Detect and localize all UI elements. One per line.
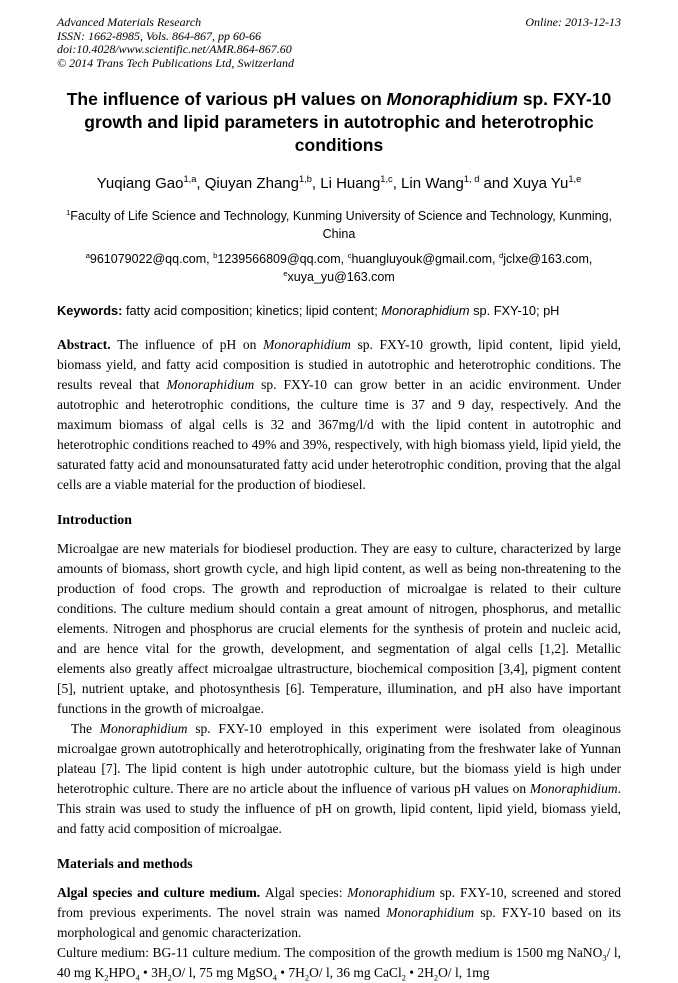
section-heading-materials-and-methods: Materials and methods	[57, 856, 193, 871]
abstract-paragraph: Abstract. The influence of pH on Monoraphidium sp. FXY-10 growth, lipid content, lipid yield, biomass yield, and fatty acid composition is studied in autotrophic and heterotrophic conditions. The results reveal that Monoraphidium sp. FXY-10 can grow better in an acidic environment. Under autotrophic and heterotrophic conditions, the culture time is 37 and 9 day, respectively. And the maximum biomass of algal cells is 32 and 367mg/l/d with the lipid content in autotrophic and heterotrophic conditions reached to 49% and 39%, respectively, with high biomass yield, lipid yield, the saturated fatty acid and monounsaturated fatty acid under heterotrophic condition, proving that the algal cells are a viable material for the production of biodiesel.	[57, 337, 621, 492]
methods-paragraph-culture-medium: Culture medium: BG-11 culture medium. The composition of the growth medium is 1500 mg NaNO$_3$/ l, 40 mg $K_2HPO_4$ • $3H_2O/$ l, 75 mg MgSO$_4$ • $7H_2O/$ l, 36 mg CaCl$_2$ • $2H_2O/$ l, 1mg	[57, 945, 621, 983]
section-heading-introduction: Introduction	[57, 512, 132, 527]
journal-name: Advanced Materials Research	[57, 15, 202, 29]
affiliation-line: $^1$Faculty of Life Science and Technology, Kunming University of Science and Technology, Kunming, China	[65, 207, 613, 241]
journal-header	[57, 16, 621, 70]
author-emails: $^a$961079022@qq.com, $^b$1239566809@qq.com, $^c$huangluyouk@gmail.com, $^d$jclxe@163.com, $^e$xuya_yu@163.com	[85, 250, 593, 284]
copyright-line: © 2014 Trans Tech Publications Ltd, Switzerland	[57, 55, 295, 70]
introduction-paragraph-2: The Monoraphidium sp. FXY-10 employed in this experiment were isolated from oleaginous microalgae grown autotrophically and heterotrophically, originating from the freshwater lake of Yunnan plateau [7]. The lipid content is high under autotrophic culture, but the biomass yield is high under heterotrophic culture. There are no article about the influence of various pH values on Monoraphidium. This strain was used to study the influence of pH on growth, lipid content, lipid yield, biomass yield, and fatty acid composition of microalgae.	[57, 721, 621, 836]
keywords-line: Keywords: fatty acid composition; kinetics; lipid content; Monoraphidium sp. FXY-10; pH	[57, 303, 560, 318]
methods-paragraph-algal-species: Algal species and culture medium. Algal species: Monoraphidium sp. FXY-10, screened and stored from previous experiments. The novel strain was named Monoraphidium sp. FXY-10 based on its morphological and genomic characterization.	[57, 885, 621, 940]
doi-line: doi:10.4028/www.scientific.net/AMR.864-867.60	[57, 42, 292, 56]
issn-volume-line: ISSN: 1662-8985, Vols. 864-867, pp 60-66	[57, 28, 261, 43]
authors-line: Yuqiang Gao$^{1,a}$, Qiuyan Zhang$^{1,b}$, Li Huang$^{1,c}$, Lin Wang$^{1, d}$ and Xuya Yu$^{1,e}$	[96, 174, 582, 192]
introduction-paragraph-1: Microalgae are new materials for biodiesel production. They are easy to culture, characterized by large amounts of biomass, short growth cycle, and high lipid content, as well as being non-threatening to the production of food crops. The growth and reproduction of microalgae is related to their culture conditions. The culture medium should contain a great amount of nitrogen, phosphorus, and metallic elements. Nitrogen and phosphorus are crucial elements for the synthesis of protein and nucleic acid, and are hence vital for the growth, development, and segmentation of algal cells [1,2]. Metallic elements also greatly affect microalgae ultrastructure, biochemical composition [3,4], pigment content [5], nutrient uptake, and photosynthesis [6]. Temperature, illumination, and pH also have important functions in the growth of microalgae.	[57, 541, 621, 716]
paper-title: The influence of various pH values on Monoraphidium sp. FXY-10 growth and lipid parameters in autotrophic and heterotrophic conditions	[66, 89, 612, 155]
online-date: Online: 2013-12-13	[525, 15, 621, 29]
